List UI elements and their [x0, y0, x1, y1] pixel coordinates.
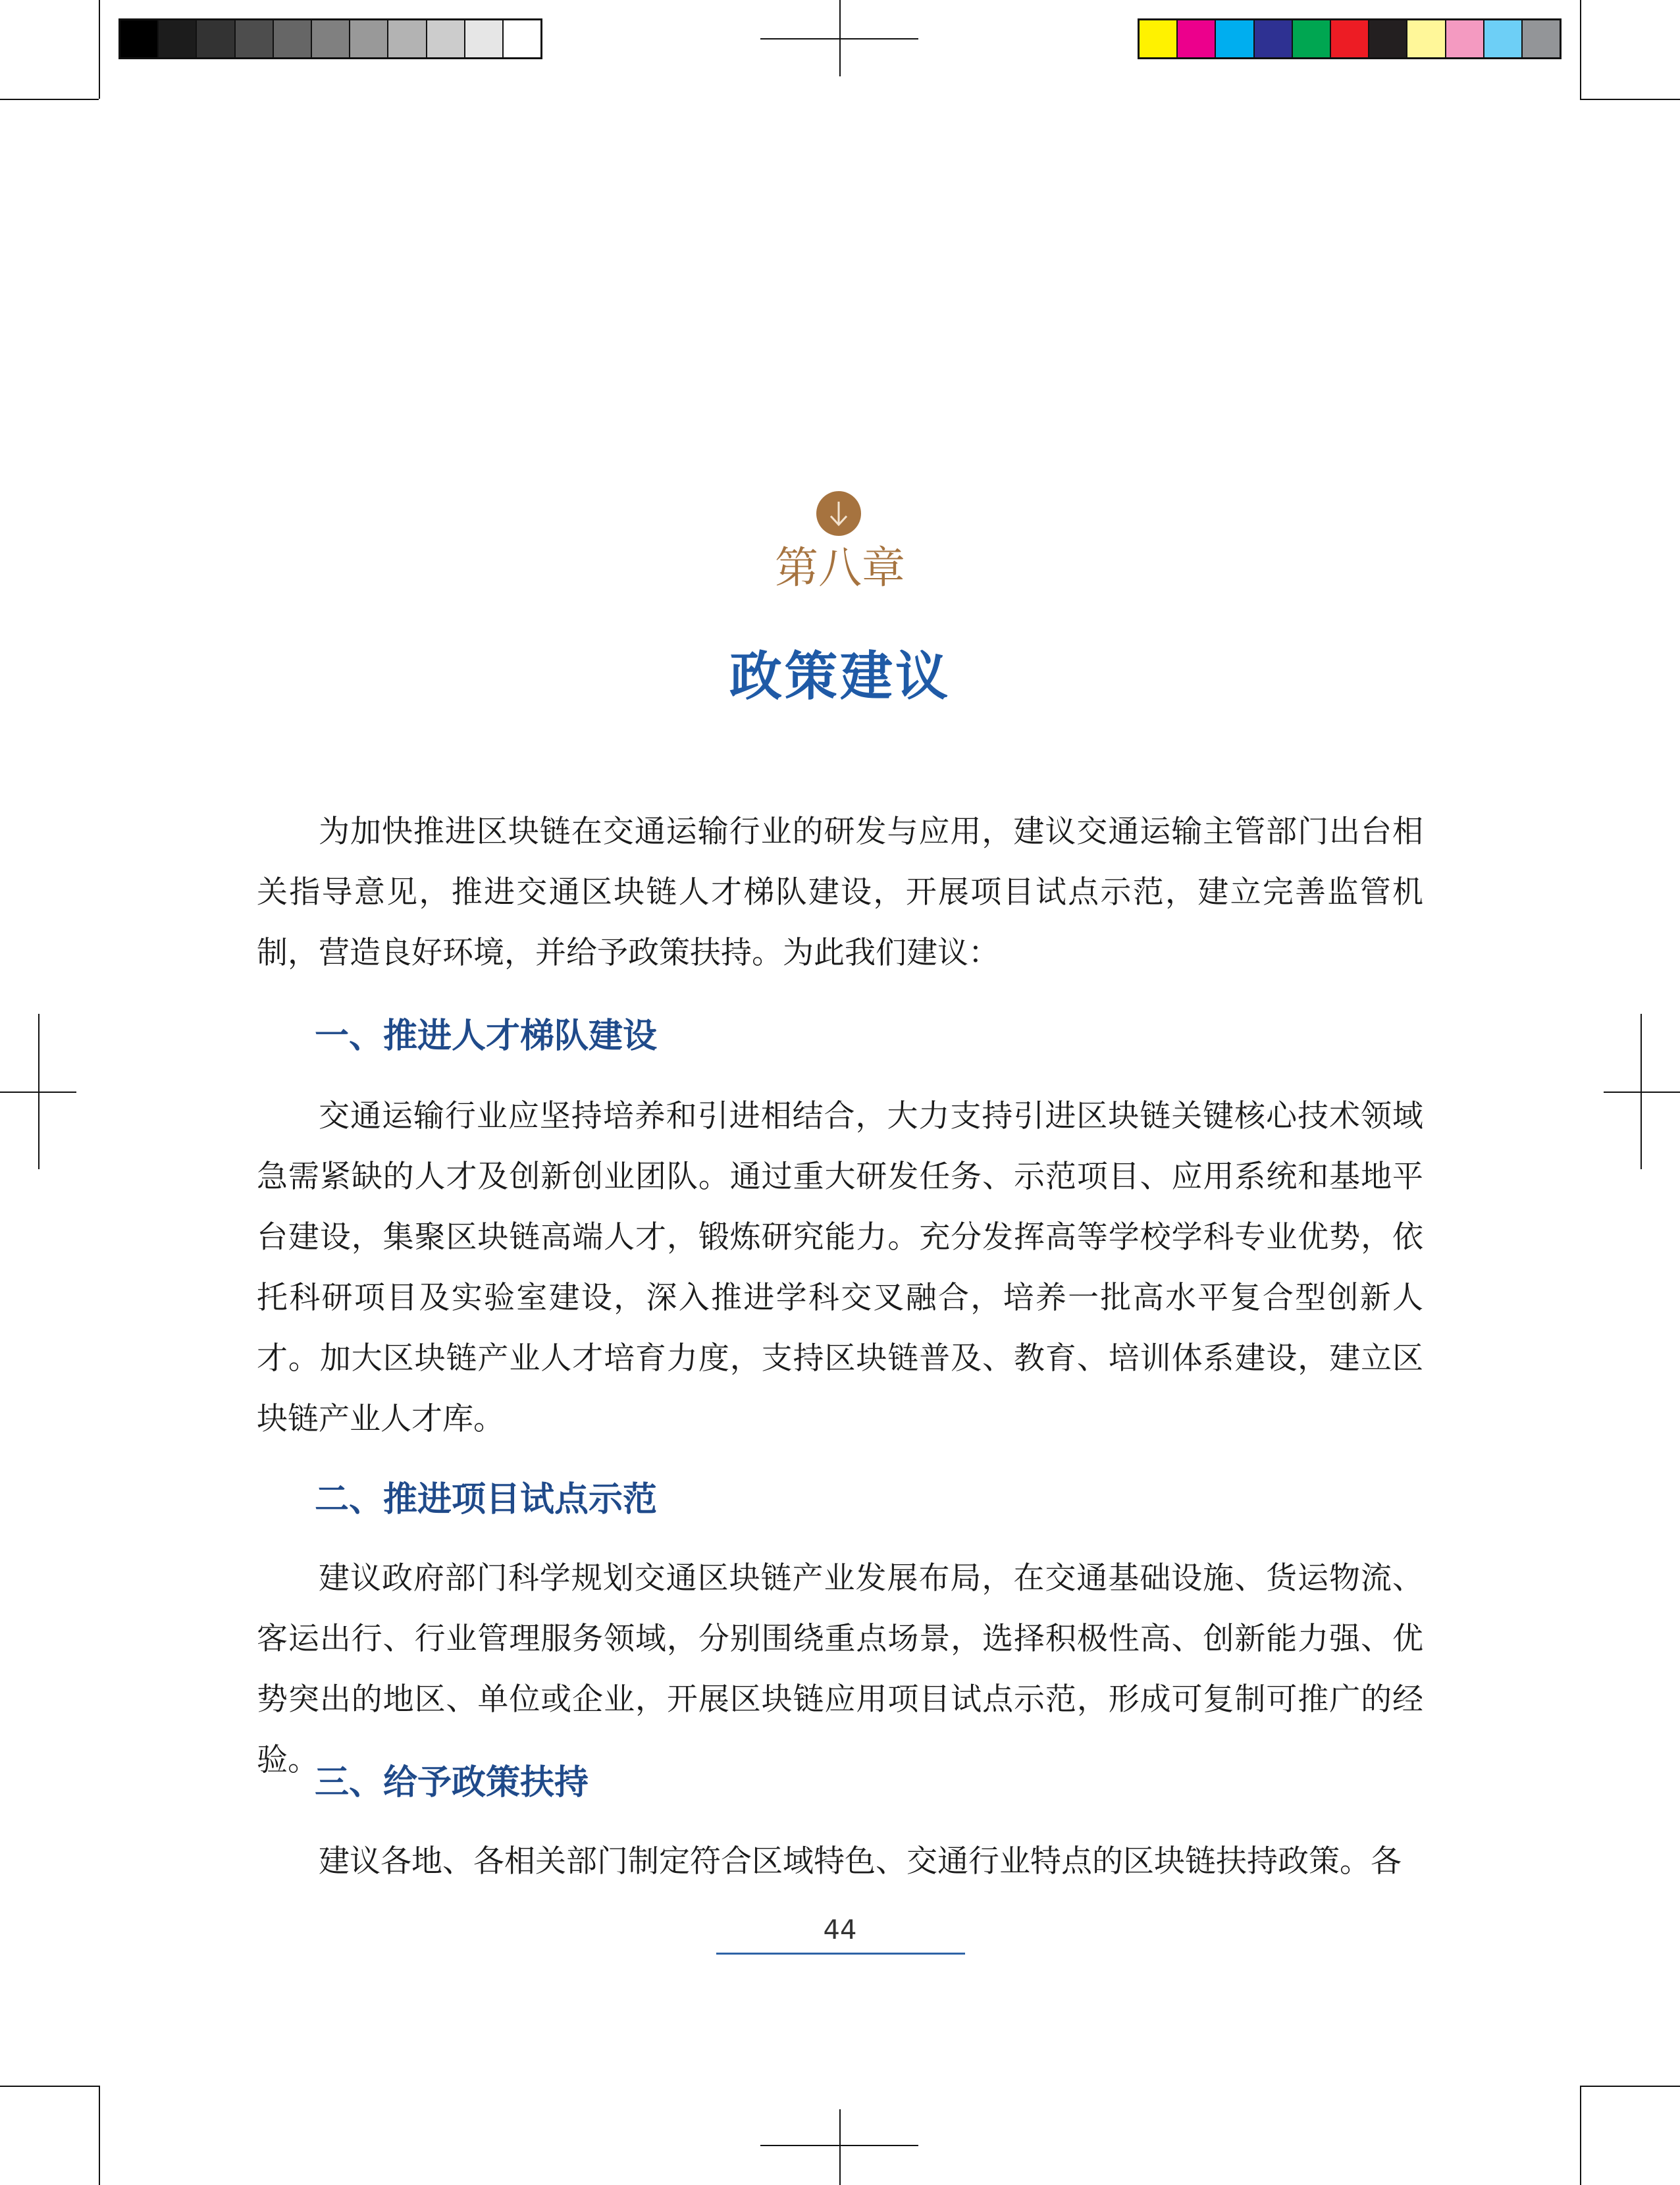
- color-swatch: [1216, 20, 1254, 57]
- color-swatch: [1523, 20, 1560, 57]
- section-1: [257, 1016, 1423, 1056]
- color-swatch: [1484, 20, 1523, 57]
- grayscale-calibration-bar: [118, 18, 542, 59]
- color-swatch: [1140, 20, 1178, 57]
- section-heading: 三、给予政策扶持: [315, 1763, 589, 1803]
- color-swatch: [1178, 20, 1216, 57]
- color-swatch: [1407, 20, 1446, 57]
- gray-swatch: [312, 20, 350, 57]
- gray-swatch: [159, 20, 197, 57]
- color-calibration-bar: [1138, 18, 1562, 59]
- page-title: 政策建议: [729, 646, 951, 707]
- section-3-body-block: [257, 1831, 1423, 1892]
- section-paragraph: 建议政府部门科学规划交通区块链产业发展布局，在交通基础设施、货运物流、客运出行、行业管理服务领域，分别围绕重点场景，选择积极性高、创新能力强、优势突出的地区、单位或企业，开展区块链应用项目试点示范，形成可复制可推广的经验。: [257, 1560, 1423, 1778]
- color-swatch: [1369, 20, 1407, 57]
- page-number-rule: [716, 1953, 965, 1955]
- gray-swatch: [274, 20, 312, 57]
- section-2-body-block: [257, 1548, 1423, 1791]
- section-2: [257, 1480, 1423, 1519]
- gray-swatch: [197, 20, 235, 57]
- section-paragraph: 建议各地、各相关部门制定符合区域特色、交通行业特点的区块链扶持政策。各: [319, 1843, 1402, 1880]
- gray-swatch: [388, 20, 427, 57]
- section-1-body-block: [257, 1086, 1423, 1450]
- page-number: 44: [823, 1915, 857, 1945]
- gray-swatch: [120, 20, 159, 57]
- gray-swatch: [427, 20, 465, 57]
- color-swatch: [1255, 20, 1293, 57]
- section-heading: 二、推进项目试点示范: [315, 1480, 658, 1519]
- section-3: [257, 1763, 1423, 1803]
- gray-swatch: [236, 20, 274, 57]
- color-swatch: [1446, 20, 1484, 57]
- section-paragraph: 交通运输行业应坚持培养和引进相结合，大力支持引进区块链关键核心技术领域急需紧缺的人才及创新创业团队。通过重大研发任务、示范项目、应用系统和基地平台建设，集聚区块链高端人才，锻炼研究能力。充分发挥高等学校学科专业优势，依托科研项目及实验室建设，深入推进学科交叉融合，培养一批高水平复合型创新人才。加大区块链产业人才培育力度，支持区块链普及、教育、培训体系建设，建立区块链产业人才库。: [257, 1098, 1423, 1437]
- down-arrow-circle-icon: [816, 491, 861, 536]
- chapter-label: 第八章: [775, 542, 905, 593]
- intro-paragraph: 为加快推进区块链在交通运输行业的研发与应用，建议交通运输主管部门出台相关指导意见，推进交通区块链人才梯队建设，开展项目试点示范，建立完善监管机制，营造良好环境，并给予政策扶持。为此我们建议：: [257, 814, 1423, 971]
- color-swatch: [1293, 20, 1331, 57]
- color-swatch: [1331, 20, 1369, 57]
- section-heading: 一、推进人才梯队建设: [315, 1016, 658, 1056]
- intro-paragraph-block: [257, 802, 1423, 984]
- gray-swatch: [465, 20, 504, 57]
- gray-swatch: [350, 20, 388, 57]
- gray-swatch: [504, 20, 540, 57]
